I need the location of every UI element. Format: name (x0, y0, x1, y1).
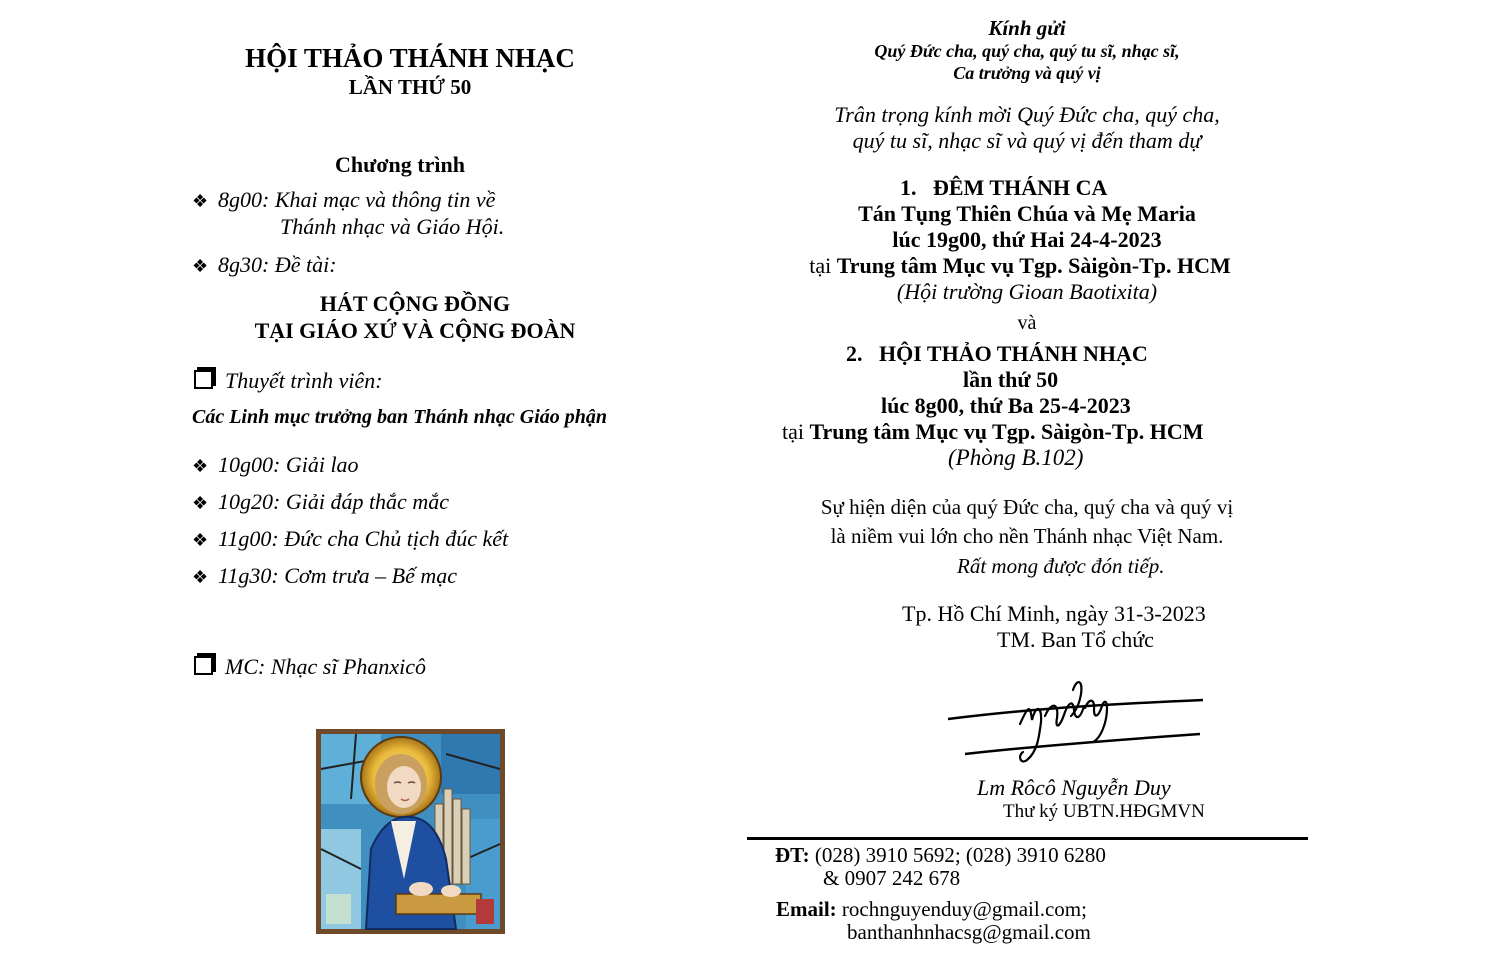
phone-line-1: ĐT: (028) 3910 5692; (028) 3910 6280 (775, 843, 1106, 867)
program-item-closing: ❖ 11g30: Cơm trưa – Bế mạc (192, 563, 458, 588)
program-heading: Chương trình (335, 152, 465, 177)
divider (747, 837, 1308, 840)
org-line: TM. Ban Tổ chức (997, 627, 1154, 652)
bullet-icon: ❖ (192, 256, 209, 276)
closing-line-1: Sự hiện diện của quý Đức cha, quý cha và quý vị (820, 495, 1234, 519)
presenters: Các Linh mục trưởng ban Thánh nhạc Giáo phận (192, 406, 608, 428)
event2-subtitle: lần thứ 50 (963, 367, 1059, 392)
program-item-opening-cont: Thánh nhạc và Giáo Hội. (280, 214, 505, 239)
event1-subtitle: Tán Tụng Thiên Chúa và Mẹ Maria (858, 201, 1196, 226)
bullet-icon: ❖ (192, 530, 209, 550)
addressee-line-2: Ca trưởng và quý vị (953, 63, 1101, 83)
event2-title: 2. HỘI THẢO THÁNH NHẠC (846, 341, 1148, 366)
seminar-edition: LẦN THỨ 50 (348, 75, 472, 99)
phone-line-2: & 0907 242 678 (823, 866, 961, 890)
event2-time: lúc 8g00, thứ Ba 25-4-2023 (881, 393, 1131, 418)
event1-title: 1. ĐÊM THÁNH CA (900, 175, 1108, 200)
bullet-icon: ❖ (192, 567, 209, 587)
addressee-line-1: Quý Đức cha, quý cha, quý tu sĩ, nhạc sĩ, (874, 41, 1180, 61)
box-icon (194, 370, 213, 389)
bullet-icon: ❖ (192, 456, 209, 476)
topic-line-1: HÁT CỘNG ĐỒNG (319, 291, 511, 316)
signature-icon (945, 672, 1210, 762)
mc-line: MC: Nhạc sĩ Phanxicô (192, 654, 426, 680)
program-item-qa: ❖ 10g20: Giải đáp thắc mắc (192, 489, 449, 514)
greeting: Kính gửi (988, 16, 1066, 40)
event1-place: tại Trung tâm Mục vụ Tgp. Sàigòn-Tp. HCM (809, 253, 1231, 278)
bullet-icon: ❖ (192, 191, 209, 211)
event2-room: (Phòng B.102) (948, 445, 1084, 470)
program-item-topic: ❖ 8g30: Đề tài: (192, 252, 337, 277)
closing-line-2: là niềm vui lớn cho nền Thánh nhạc Việt Nam. (830, 524, 1224, 548)
stained-glass-image (316, 729, 505, 934)
date-line: Tp. Hồ Chí Minh, ngày 31-3-2023 (902, 601, 1206, 626)
topic-line-2: TẠI GIÁO XỨ VÀ CỘNG ĐOÀN (254, 318, 576, 343)
seminar-title: HỘI THẢO THÁNH NHẠC (245, 43, 575, 73)
signer-name: Lm Rôcô Nguyễn Duy (977, 775, 1171, 800)
box-icon (194, 656, 213, 675)
bullet-icon: ❖ (192, 493, 209, 513)
program-item-break: ❖ 10g00: Giải lao (192, 452, 359, 477)
event2-place: tại Trung tâm Mục vụ Tgp. Sàigòn-Tp. HCM (782, 419, 1204, 444)
presenters-label: Thuyết trình viên: (192, 368, 383, 394)
program-item-summary: ❖ 11g00: Đức cha Chủ tịch đúc kết (192, 526, 509, 551)
closing-line-3: Rất mong được đón tiếp. (957, 554, 1165, 578)
invite-line-1: Trân trọng kính mời Quý Đức cha, quý cha, (834, 102, 1220, 127)
email-line-2: banthanhnhacsg@gmail.com (847, 920, 1091, 944)
and-conjunction: và (1017, 312, 1037, 334)
event1-room: (Hội trường Gioan Baotixita) (896, 279, 1158, 304)
signer-title: Thư ký UBTN.HĐGMVN (1003, 801, 1205, 822)
event1-time: lúc 19g00, thứ Hai 24-4-2023 (892, 227, 1162, 252)
email-line-1: Email: rochnguyenduy@gmail.com; (776, 897, 1087, 921)
invite-line-2: quý tu sĩ, nhạc sĩ và quý vị đến tham dự (852, 128, 1202, 153)
program-item-opening: ❖ 8g00: Khai mạc và thông tin về (192, 187, 496, 212)
